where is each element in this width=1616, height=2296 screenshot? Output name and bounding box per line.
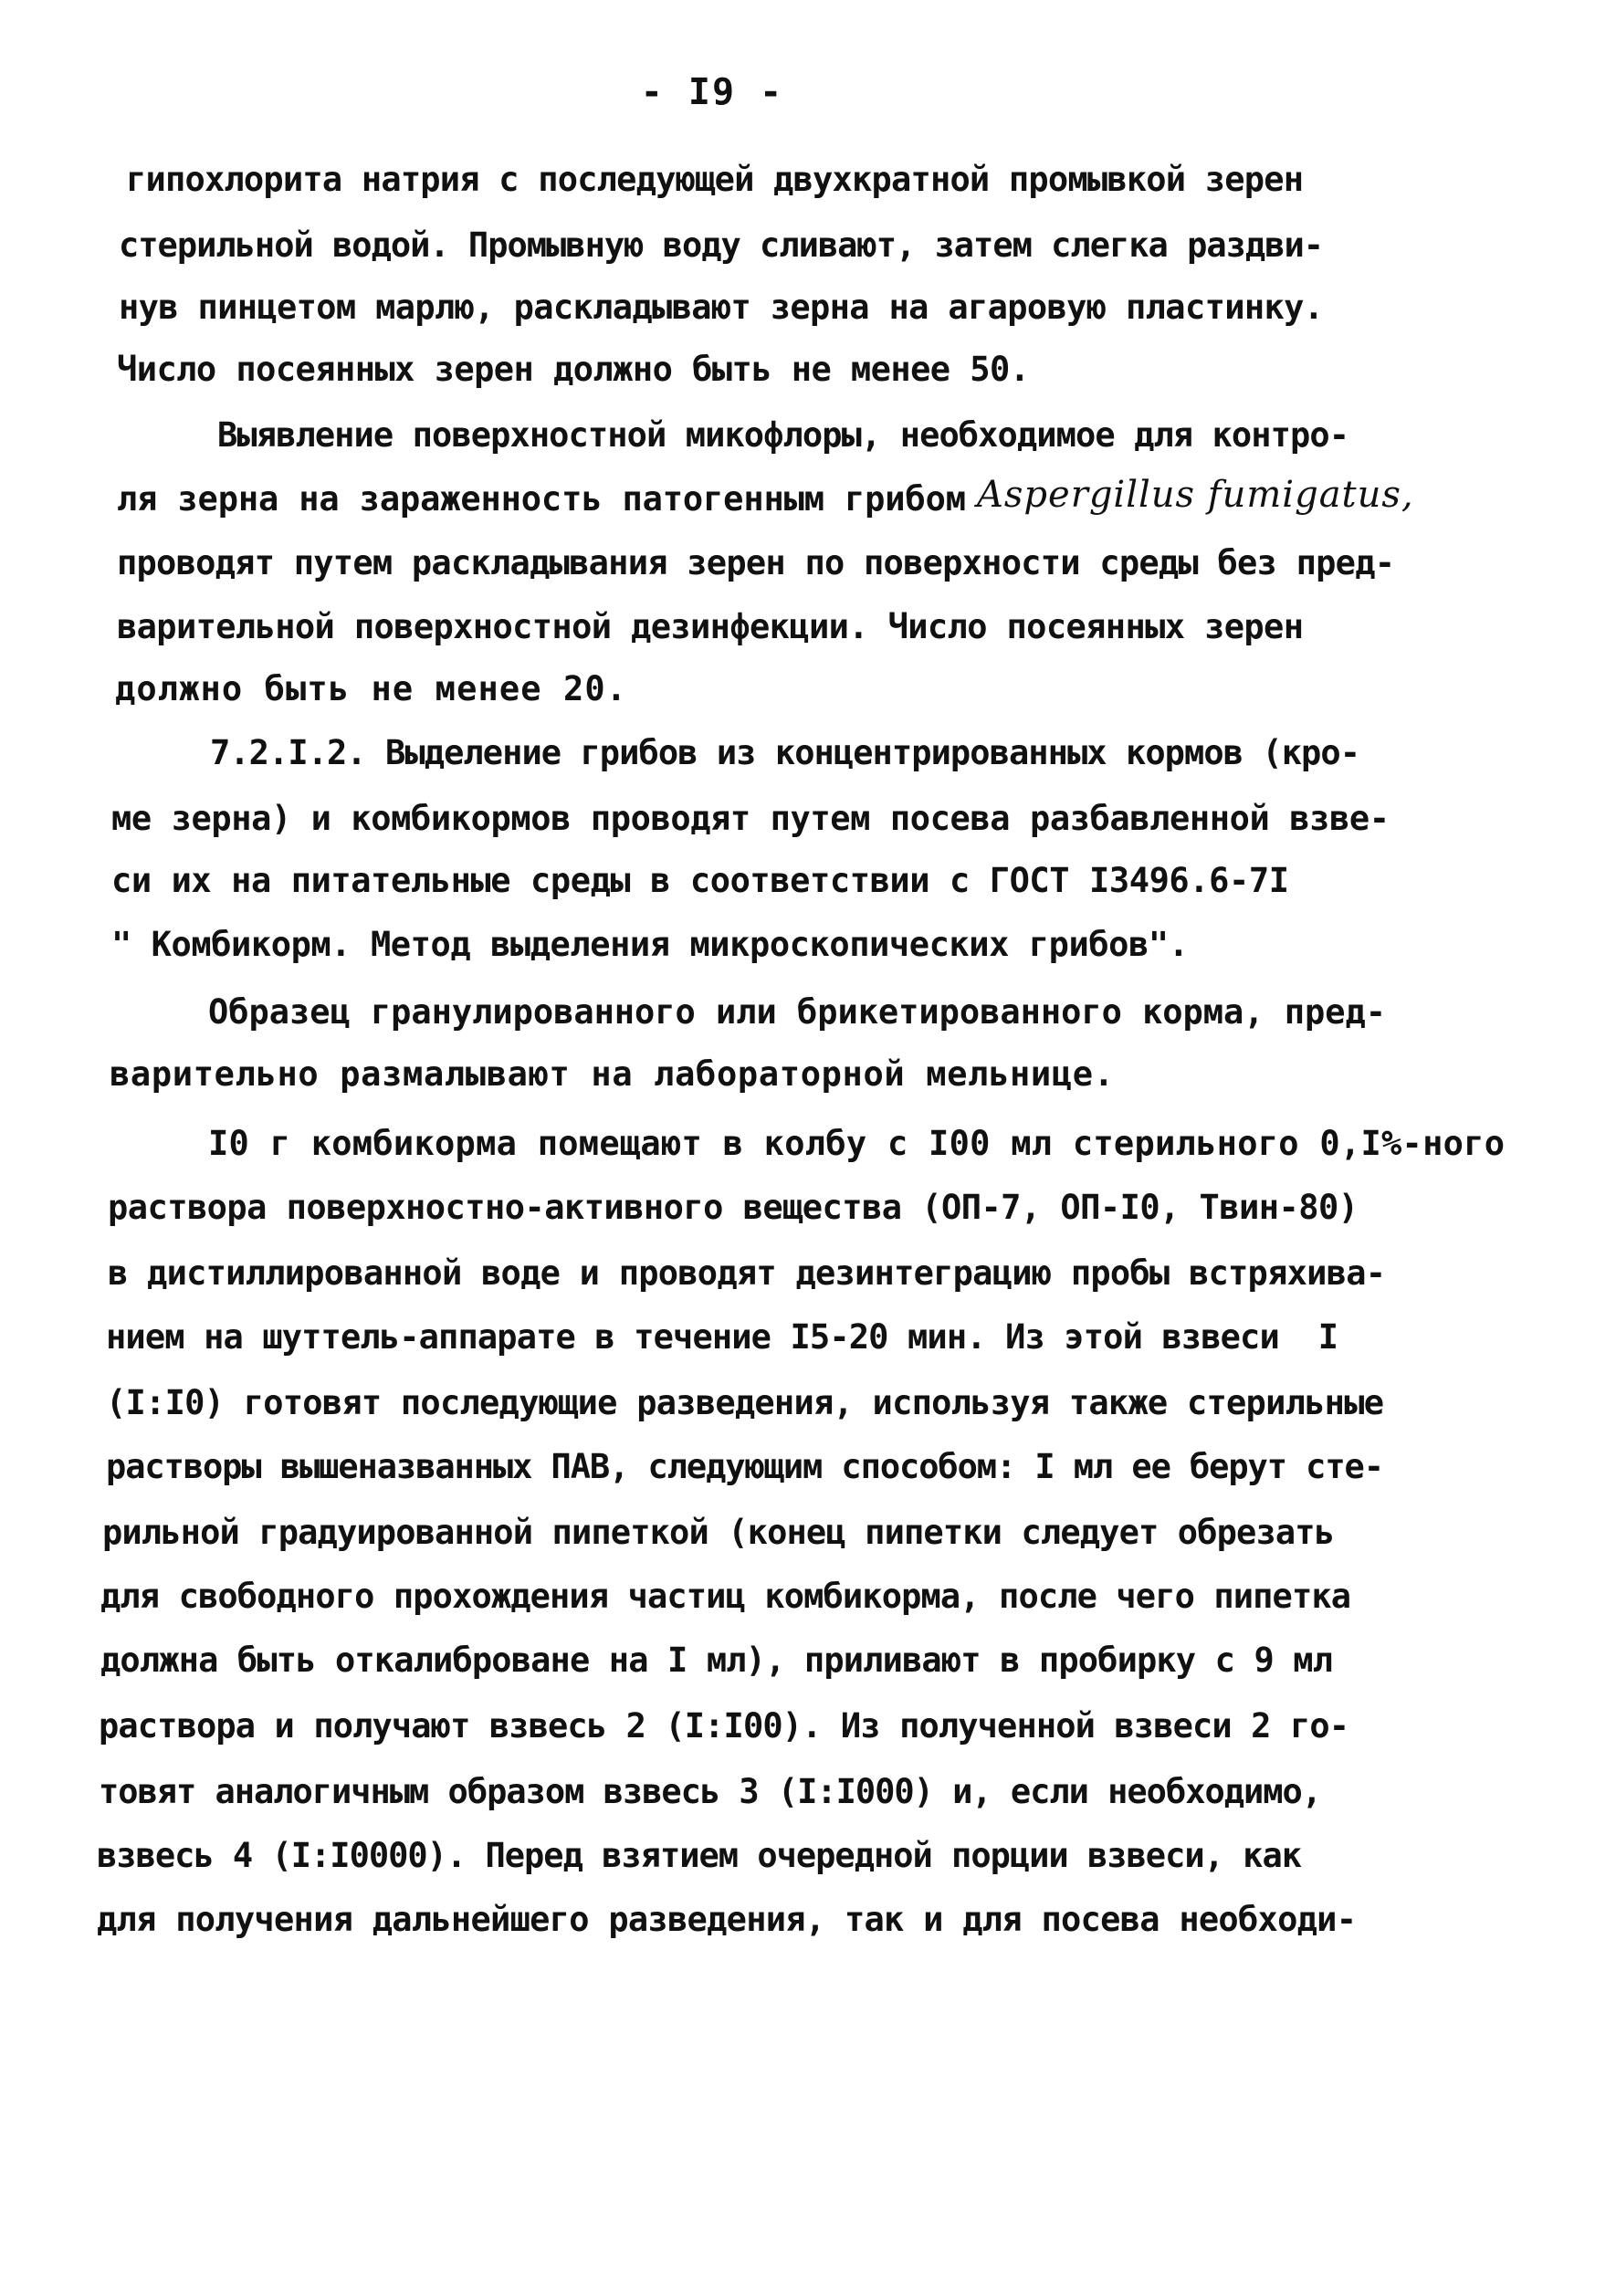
text-line: " Комбикорм. Метод выделения микроскопических грибов". [111, 925, 1189, 964]
text-line: нув пинцетом марлю, раскладывают зерна на агаровую пластинку. [119, 288, 1324, 327]
text-line: си их на питательные среды в соответствии с ГОСТ I3496.6-7I [111, 861, 1289, 900]
text-line: для свободного прохождения частиц комбикорма, после чего пипетка [100, 1577, 1351, 1616]
handwritten-species-name: Aspergillus fumigatus, [977, 474, 1414, 516]
text-line: в дистиллированной воде и проводят дезинтеграцию пробы встряхива- [108, 1253, 1386, 1293]
text-line: растворы вышеназванных ПАВ, следующим способом: I мл ее берут сте- [106, 1447, 1383, 1486]
text-line: гипохлорита натрия с последующей двухкратной промывкой зерен [126, 160, 1304, 199]
text-line: должно быть не менее 20. [115, 669, 628, 708]
text-line: проводят путем раскладывания зерен по поверхности среды без пред- [117, 543, 1395, 582]
text-line: варительно размалывают на лабораторной мельнице. [110, 1054, 1115, 1094]
text-line: для получения дальнейшего разведения, так и для посева необходи- [97, 1900, 1357, 1939]
text-line: (I:I0) готовят последующие разведения, используя также стерильные [106, 1383, 1384, 1422]
text-line: Образец гранулированного или брикетированного корма, пред- [208, 992, 1386, 1032]
text-line: I0 г комбикорма помещают в колбу с I00 мл стерильного 0,I%-ного [208, 1124, 1506, 1163]
text-line: 7.2.I.2. Выделение грибов из концентрированных кормов (кро- [210, 733, 1360, 772]
text-line: раствора поверхностно-активного вещества (ОП-7, ОП-I0, Твин-80) [108, 1188, 1359, 1227]
text-line: рильной градуированной пипеткой (конец пипетки следует обрезать [102, 1513, 1335, 1552]
text-line: ля зерна на зараженность патогенным грибом [117, 479, 966, 519]
text-line: раствора и получают взвесь 2 (I:I00). Из полученной взвеси 2 го- [99, 1706, 1349, 1746]
text-line: нием на шуттель-аппарате в течение I5-20 мин. Из этой взвеси I [106, 1317, 1338, 1357]
text-line: взвесь 4 (I:I0000). Перед взятием очередной порции взвеси, как [97, 1836, 1301, 1875]
text-line: Выявление поверхностной микофлоры, необходимое для контро- [217, 415, 1349, 455]
text-line: варительной поверхностной дезинфекции. Число посеянных зерен [117, 607, 1304, 646]
text-line: стерильной водой. Промывную воду сливают, затем слегка раздви- [119, 225, 1323, 265]
page-number: - I9 - [640, 71, 784, 113]
text-line: товят аналогичным образом взвесь 3 (I:I000) и, если необходимо, [99, 1772, 1321, 1811]
text-line: Число посеянных зерен должно быть не менее 50. [117, 350, 1030, 389]
text-line: ме зерна) и комбикормов проводят путем посева разбавленной взве- [111, 799, 1390, 838]
text-line: должна быть откалиброване на I мл), приливают в пробирку с 9 мл [100, 1641, 1333, 1680]
